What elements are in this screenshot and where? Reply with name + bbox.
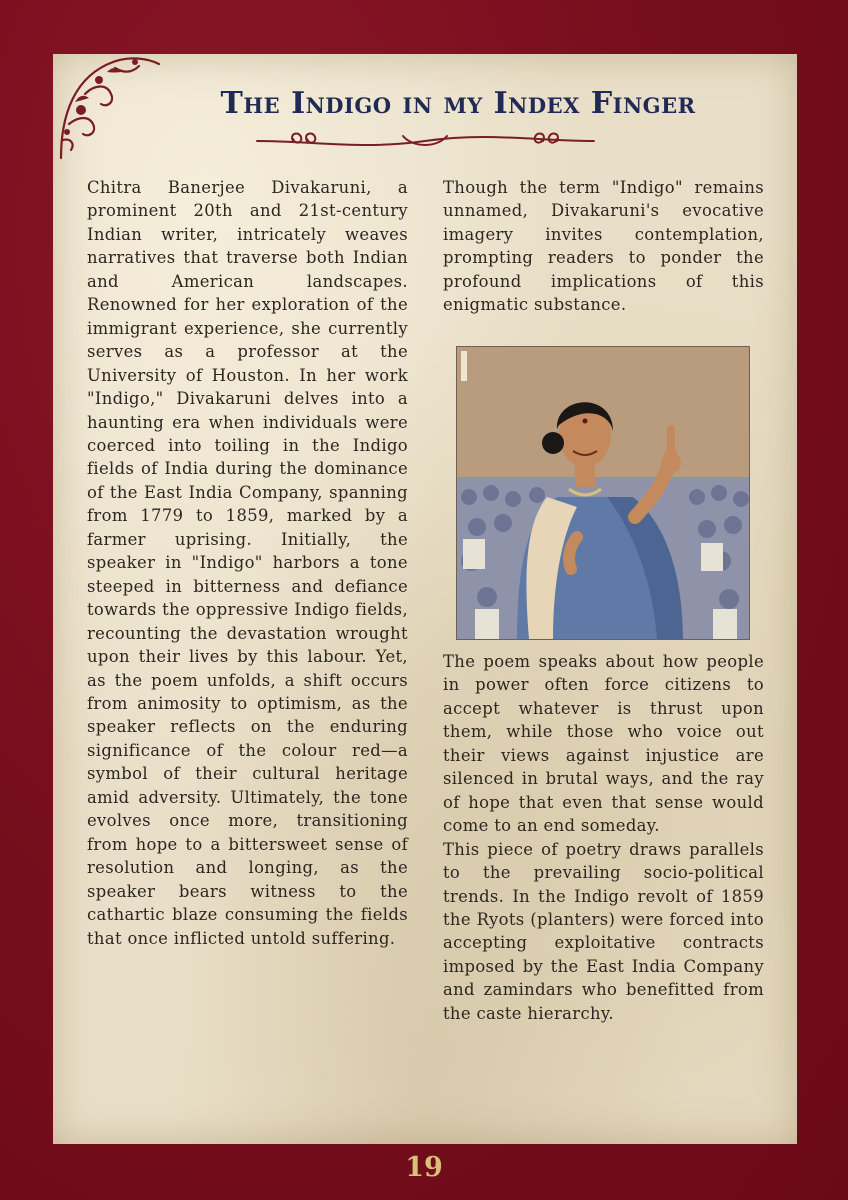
left-column-text: Chitra Banerjee Divakaruni, a prominent 20th and 21st-century Indian writer, intricately weaves narratives that traverse both Indian and American landscapes. Renowned for her exploration of the immigrant experience, she currently serves as a professor at the University of Houston. In her work "Indigo," Divakaruni delves into a haunting era when individuals were coerced into toiling in the Indigo fields of India during the dominance of the East India Company, spanning from 1779 to 1859, marked by a farmer uprising. Initially, the speaker in "Indigo" harbors a tone steeped in bitterness and defiance towards the oppressive Indigo fields, recounting the devastation wrought upon their lives by this labour. Yet, as the poem unfolds, a shift occurs from animosity to optimism, as the speaker reflects on the enduring significance of the colour red—a symbol of their cultural heritage amid adversity. Ultimately, the tone evolves once more, transitioning from hope to a bittersweet sense of resolution and longing, as the speaker bears witness to the cathartic blaze consuming the fields that once inflicted untold suffering. [87,178,408,948]
title-flourish-icon [253,130,598,152]
left-column [87,176,408,950]
right-column-top [443,176,764,317]
right-column-paragraph-2: This piece of poetry draws parallels to the prevailing socio-political trends. In the Indigo revolt of 1859 the Ryots (planters) were forced into accepting exploitative contracts imposed by the East India Company and zamindars who benefitted from the caste hierarchy. [443,839,764,1023]
right-column-bottom [443,650,764,1025]
right-column-intro-text: Though the term "Indigo" remains unnamed, Divakaruni's evocative imagery invites contemplation, prompting readers to ponder the profound implications of this enigmatic substance. [443,178,764,315]
article-title: The Indigo in my Index Finger [220,86,696,121]
parchment-page [53,54,797,1144]
page-number: 19 [405,1152,443,1183]
illustration-woman-pointing [456,346,750,640]
corner-ornament-icon [55,54,165,164]
right-column-paragraph-1: The poem speaks about how people in power often force citizens to accept whatever is thrust upon them, while those who voice out their views against injustice are silenced in brutal ways, and the ray of hope that even that sense would come to an end someday. [443,652,764,836]
